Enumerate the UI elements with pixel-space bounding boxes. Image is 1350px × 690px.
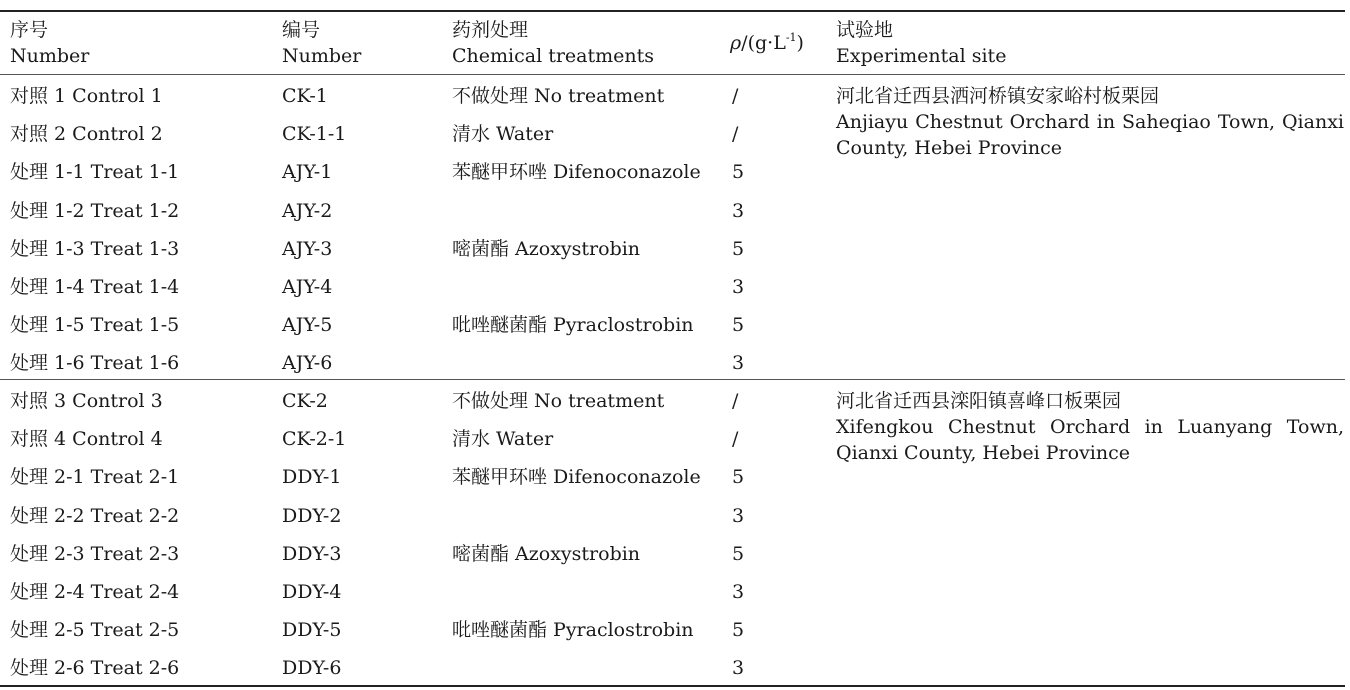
cell-treatment: 苯醚甲环唑 Difenoconazole [452,466,701,489]
header-rho-close: ) [796,32,804,54]
cell-rho: 3 [732,199,745,222]
cell-seq: 处理 2-5 Treat 2-5 [10,619,180,642]
header-rule [0,74,1345,75]
cell-rho: / [732,85,739,107]
cell-code: DDY-3 [282,542,342,565]
cell-code: AJY-2 [282,199,333,222]
cell-code: DDY-5 [282,619,342,642]
site-name-en: Xifengkou Chestnut Orchard in Luanyang Town, Qianxi County, Hebei Province [836,416,1344,464]
cell-treatment: 清水 Water [452,123,554,146]
header-rho-exponent: -1 [785,31,797,44]
bottom-rule [0,685,1345,687]
cell-code: AJY-3 [282,237,333,260]
cell-rho: 3 [732,352,745,375]
cell-seq: 处理 1-1 Treat 1-1 [10,161,180,184]
site-name-zh: 河北省迁西县滦阳镇喜峰口板栗园 [836,390,1122,412]
cell-treatment: 嘧菌酯 Azoxystrobin [452,237,641,260]
cell-rho: 5 [732,619,745,642]
cell-seq: 处理 1-4 Treat 1-4 [10,276,180,298]
cell-treatment: 苯醚甲环唑 Difenoconazole [452,161,701,184]
cell-seq: 对照 1 Control 1 [10,85,163,107]
cell-seq: 处理 2-4 Treat 2-4 [10,581,180,603]
cell-code: AJY-6 [282,352,333,375]
cell-seq: 处理 1-2 Treat 1-2 [10,199,180,222]
cell-code: AJY-4 [282,276,333,298]
cell-seq: 处理 2-1 Treat 2-1 [10,466,180,489]
header-site-zh: 试验地 [836,19,894,41]
cell-rho: 5 [732,237,745,260]
header-treatment-en: Chemical treatments [452,45,655,67]
cell-code: CK-1-1 [282,123,347,146]
cell-seq: 对照 2 Control 2 [10,123,163,146]
cell-treatment: 嘧菌酯 Azoxystrobin [452,542,641,565]
cell-treatment: 不做处理 No treatment [452,85,665,107]
header-code-en: Number [282,45,362,67]
header-rho-symbol: ρ [730,32,742,54]
cell-seq: 处理 1-6 Treat 1-6 [10,352,180,375]
top-rule [0,10,1345,12]
header-code-zh: 编号 [282,19,321,41]
site-name-zh: 河北省迁西县洒河桥镇安家峪村板栗园 [836,85,1160,107]
cell-seq: 对照 4 Control 4 [10,428,163,451]
cell-seq: 处理 2-2 Treat 2-2 [10,504,180,527]
cell-rho: 3 [732,504,745,527]
header-seq-en: Number [10,45,90,67]
header-seq [10,17,89,69]
cell-rho: / [732,390,739,412]
header-code [282,17,361,69]
cell-seq: 处理 1-5 Treat 1-5 [10,314,180,337]
cell-treatment: 清水 Water [452,428,554,451]
cell-code: AJY-1 [282,161,333,184]
cell-rho: / [732,428,739,451]
header-treatment [452,17,654,69]
cell-treatment: 吡唑醚菌酯 Pyraclostrobin [452,314,694,337]
cell-treatment: 吡唑醚菌酯 Pyraclostrobin [452,619,694,642]
cell-code: DDY-4 [282,581,342,603]
header-treatment-zh: 药剂处理 [452,19,529,41]
cell-code: DDY-2 [282,504,342,527]
cell-rho: 3 [732,581,745,603]
header-site [836,17,1006,69]
header-rho [730,30,804,56]
site-name-en: Anjiayu Chestnut Orchard in Saheqiao Town, Qianxi County, Hebei Province [836,111,1344,159]
cell-code: AJY-5 [282,314,333,337]
cell-treatment: 不做处理 No treatment [452,390,665,412]
header-seq-zh: 序号 [10,19,49,41]
cell-code: CK-2 [282,390,328,412]
cell-rho: 5 [732,161,745,184]
header-rho-unit: /(g·L [741,32,786,54]
cell-rho: 3 [732,657,745,680]
cell-rho: / [732,123,739,146]
cell-rho: 5 [732,542,745,565]
cell-seq: 处理 2-3 Treat 2-3 [10,542,180,565]
cell-rho: 3 [732,276,745,298]
cell-code: CK-2-1 [282,428,347,451]
cell-rho: 5 [732,314,745,337]
cell-rho: 5 [732,466,745,489]
cell-code: DDY-1 [282,466,342,489]
cell-seq: 处理 1-3 Treat 1-3 [10,237,180,260]
cell-code: CK-1 [282,85,328,107]
cell-seq: 处理 2-6 Treat 2-6 [10,657,180,680]
cell-seq: 对照 3 Control 3 [10,390,163,412]
header-site-en: Experimental site [836,45,1007,67]
group-divider-rule [0,379,1345,380]
cell-code: DDY-6 [282,657,342,680]
